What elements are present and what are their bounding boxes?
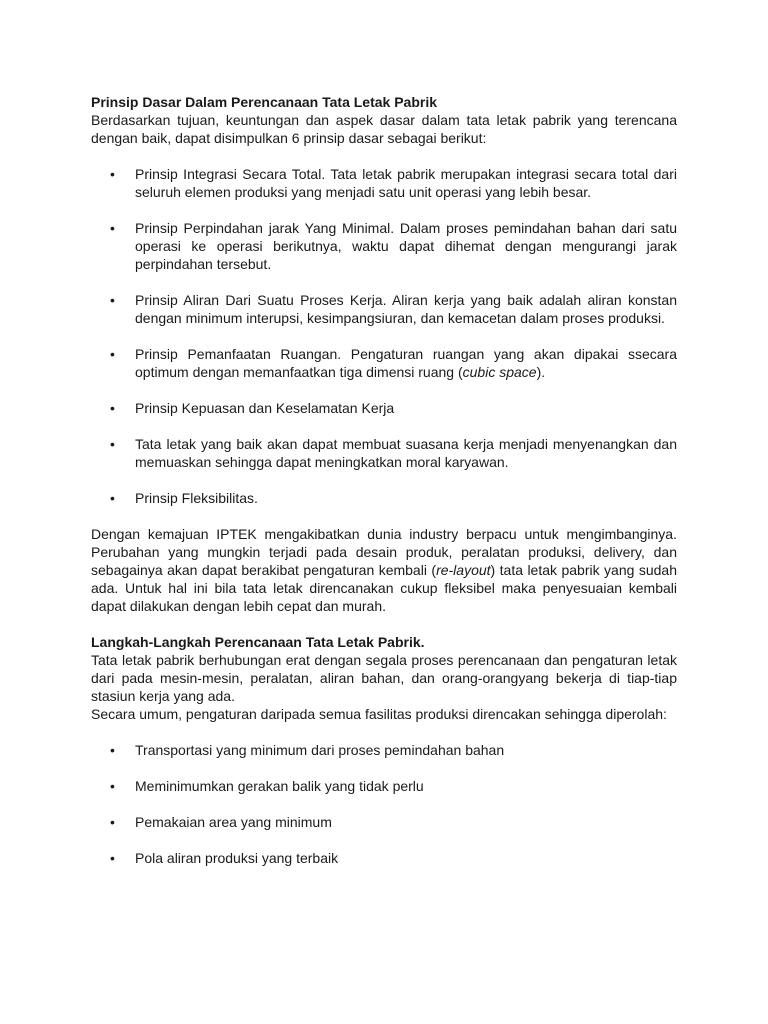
list-item <box>91 345 677 381</box>
bullet-icon: • <box>110 778 115 794</box>
list-item <box>91 813 677 831</box>
list-item-text: Pemakaian area yang minimum <box>135 814 332 830</box>
section2-paragraph: Secara umum, pengaturan daripada semua fasilitas produksi direncakan sehingga diperolah: <box>91 706 667 722</box>
italic-term: re-layout <box>436 562 491 578</box>
bullet-icon: • <box>110 850 115 866</box>
list-item-text: Transportasi yang minimum dari proses pemindahan bahan <box>135 742 505 758</box>
list-item-text <box>135 346 677 380</box>
list-item <box>91 291 677 327</box>
text-segment: ) tata letak pabrik yang sudah ada. Untuk hal ini bila tata letak direncanakan cukup fleksibel maka penyesuaian kembali dapat dilakukan dengan lebih cepat dan murah. <box>91 562 678 614</box>
spacer <box>91 615 677 633</box>
list-item <box>91 399 677 417</box>
section2-paragraph: Tata letak pabrik berhubungan erat dengan segala proses perencanaan dan pengaturan letak dari pada mesin-mesin, peralatan, aliran bahan, dan orang-orangyang bekerja di tiap-tiap stasiun kerja yang ada. <box>91 652 677 704</box>
list-item <box>91 741 677 759</box>
bullet-icon: • <box>110 400 115 416</box>
list-item <box>91 489 677 507</box>
text-segment: Prinsip Pemanfaatan Ruangan. Pengaturan ruangan yang akan dipakai ssecara optimum dengan memanfaatkan tiga dimensi ruang ( <box>135 346 677 380</box>
list-item <box>91 219 677 273</box>
bullet-icon: • <box>110 490 115 506</box>
bullet-icon: • <box>110 436 115 452</box>
bullet-icon: • <box>110 742 115 758</box>
spacer <box>91 723 677 741</box>
list-item-text: Prinsip Kepuasan dan Keselamatan Kerja <box>135 400 395 416</box>
section2-title: Langkah-Langkah Perencanaan Tata Letak Pabrik. <box>91 634 425 650</box>
list-item-text: Prinsip Fleksibilitas. <box>135 490 258 506</box>
list-item <box>91 849 677 867</box>
list-item-text: Pola aliran produksi yang terbaik <box>135 850 339 866</box>
list-item <box>91 777 677 795</box>
bullet-icon: • <box>110 292 115 308</box>
text-segment: Dengan kemajuan IPTEK mengakibatkan dunia industry berpacu untuk mengimbanginya. Perubahan yang mungkin terjadi pada desain produk, peralatan produksi, delivery, dan sebagainya akan dapat berakibat pengaturan kembali ( <box>91 526 677 578</box>
steps-list <box>91 741 677 867</box>
section1-closing <box>91 525 677 615</box>
section1-intro: Berdasarkan tujuan, keuntungan dan aspek dasar dalam tata letak pabrik yang terencana dengan baik, dapat disimpulkan 6 prinsip dasar sebagai berikut: <box>91 112 677 146</box>
bullet-icon: • <box>110 814 115 830</box>
list-item-text: Meminimumkan gerakan balik yang tidak perlu <box>135 778 424 794</box>
text-segment: ). <box>536 364 546 380</box>
list-item-text: Prinsip Perpindahan jarak Yang Minimal. Dalam proses pemindahan bahan dari satu operasi ke operasi berikutnya, waktu dapat dihemat dengan mengurangi jarak perpindahan tersebut. <box>135 220 677 272</box>
list-item <box>91 435 677 471</box>
document-page <box>91 93 677 885</box>
list-item-text: Prinsip Integrasi Secara Total. Tata letak pabrik merupakan integrasi secara total dari seluruh elemen produksi yang menjadi satu unit operasi yang lebih besar. <box>135 166 677 200</box>
bullet-icon: • <box>110 220 115 236</box>
italic-term: cubic space <box>462 364 537 380</box>
bullet-icon: • <box>110 346 115 362</box>
principles-list <box>91 165 677 507</box>
list-item-text: Tata letak yang baik akan dapat membuat suasana kerja menjadi menyenangkan dan memuaskan sehingga dapat meningkatkan moral karyawan. <box>135 436 677 470</box>
list-item <box>91 165 677 201</box>
spacer <box>91 147 677 165</box>
section1-title: Prinsip Dasar Dalam Perencanaan Tata Letak Pabrik <box>91 94 438 110</box>
list-item-text: Prinsip Aliran Dari Suatu Proses Kerja. Aliran kerja yang baik adalah aliran konstan dengan minimum interupsi, kesimpangsiuran, dan kemacetan dalam proses produksi. <box>135 292 677 326</box>
bullet-icon: • <box>110 166 115 182</box>
